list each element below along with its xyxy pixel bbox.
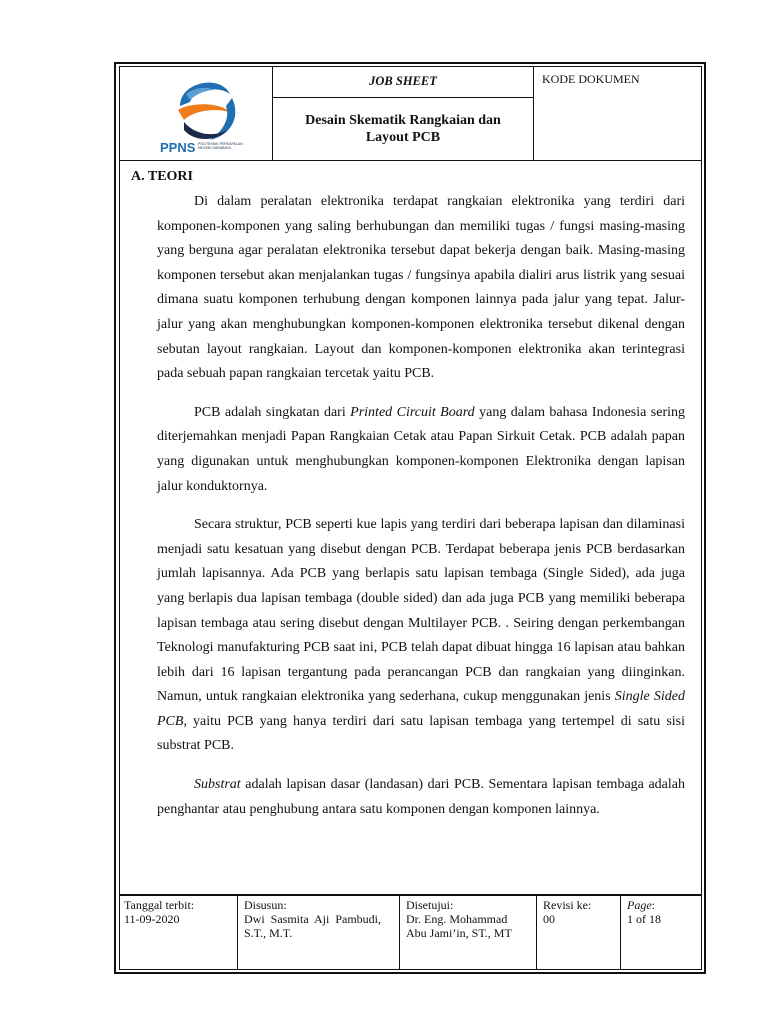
page-label: Page: [627, 898, 652, 912]
footer-divider: [620, 895, 621, 970]
footer-page: [627, 898, 661, 926]
disusun-value-2: S.T., M.T.: [244, 926, 293, 940]
footer-disetujui: [406, 898, 534, 940]
logo-text: PPNS: [160, 140, 196, 155]
footer-divider: [399, 895, 400, 970]
document-title-line2: Layout PCB: [365, 130, 441, 145]
disetujui-label: Disetujui:: [406, 898, 454, 912]
document-title-line1: Desain Skematik Rangkaian dan: [305, 113, 501, 128]
ppns-logo: [150, 72, 260, 160]
paragraph-3: Secara struktur, PCB seperti kue lapis yang terdiri dari beberapa lapisan dan dilaminasi menjadi satu kesatuan yang disebut dengan PCB. Terdapat beberapa jenis PCB berdasarkan jumlah lapisannya. Ada PCB yang berlapis satu lapisan tembaga (Single Sided), ada juga yang berlapis dua lapisan tembaga (double sided) dan ada juga PCB yang memiliki beberapa lapisan tembaga atau sering disebut dengan Multilayer PCB. . Seiring dengan perkembangan Teknologi manufakturing PCB saat ini, PCB telah dapat dibuat hingga 16 lapisan atau bahkan lebih dari 16 lapisan tergantung pada perancangan PCB dan rangkaian yang diinginkan. Namun, untuk rangkaian elektronika yang sederhana, cukup menggunakan jenis Single Sided PCB, yaitu PCB yang hanya terdiri dari satu lapisan tembaga yang tertempel di satu sisi substrat PCB.: [157, 517, 685, 754]
tanggal-label: Tanggal terbit:: [124, 898, 195, 912]
section-heading: A. TEORI: [131, 169, 193, 184]
paragraph-4: Substrat adalah lapisan dasar (landasan) dari PCB. Sementara lapisan tembaga adalah penghantar atau penghubung antara satu komponen dengan komponen lainnya.: [157, 777, 685, 817]
footer-divider: [237, 895, 238, 970]
disusun-label: Disusun:: [244, 898, 287, 912]
page-colon: :: [651, 898, 655, 912]
footer-top-line: [119, 894, 702, 896]
disusun-value: Dwi Sasmita Aji Pambudi,: [244, 912, 382, 926]
footer-disusun: [244, 898, 394, 940]
body-text: [157, 190, 685, 836]
document-title: [273, 98, 533, 160]
page-value: 1 of 18: [627, 912, 661, 926]
logo-subtext: POLITEKNIK PERKAPALAN NEGERI SURABAYA: [198, 142, 243, 150]
footer-tanggal: [124, 898, 194, 926]
revisi-label: Revisi ke:: [543, 898, 592, 912]
header-bottom-line: [119, 160, 702, 161]
footer-revisi: [543, 898, 591, 926]
tanggal-value: 11-09-2020: [124, 912, 180, 926]
kode-dokumen-label: KODE DOKUMEN: [542, 72, 640, 86]
job-sheet-title: JOB SHEET: [369, 74, 437, 88]
disetujui-value-2: Abu Jami’in, ST., MT: [406, 926, 512, 940]
paragraph-1: Di dalam peralatan elektronika terdapat rangkaian elektronika yang terdiri dari komponen-komponen yang saling berhubungan dan memiliki tugas / fungsi masing-masing yang berguna agar peralatan elektronika tersebut dapat bekerja dengan baik. Masing-masing komponen tersebut akan menjalankan tugas / fungsinya apabila dialiri arus listrik yang sesuai dimana suatu komponen terhubung dengan komponen lainnya pada jalur yang tepat. Jalur-jalur yang akan menghubungkan komponen-komponen elektronika tersebut dikenal dengan sebutan layout rangkaian. Layout dan komponen-komponen elektronika akan terintegrasi pada sebuah papan rangkaian tercetak yaitu PCB.: [157, 194, 685, 382]
disetujui-value: Dr. Eng. Mohammad: [406, 912, 508, 926]
paragraph-2: PCB adalah singkatan dari Printed Circuit Board yang dalam bahasa Indonesia sering diterjemahkan menjadi Papan Rangkaian Cetak atau Papan Sirkuit Cetak. PCB adalah papan yang digunakan untuk menghubungkan komponen-komponen Elektronika dengan lapisan jalur konduktornya.: [157, 404, 686, 494]
page-label-row: [627, 898, 661, 912]
revisi-value: 00: [543, 912, 555, 926]
footer-divider: [536, 895, 537, 970]
header-divider: [533, 66, 534, 161]
